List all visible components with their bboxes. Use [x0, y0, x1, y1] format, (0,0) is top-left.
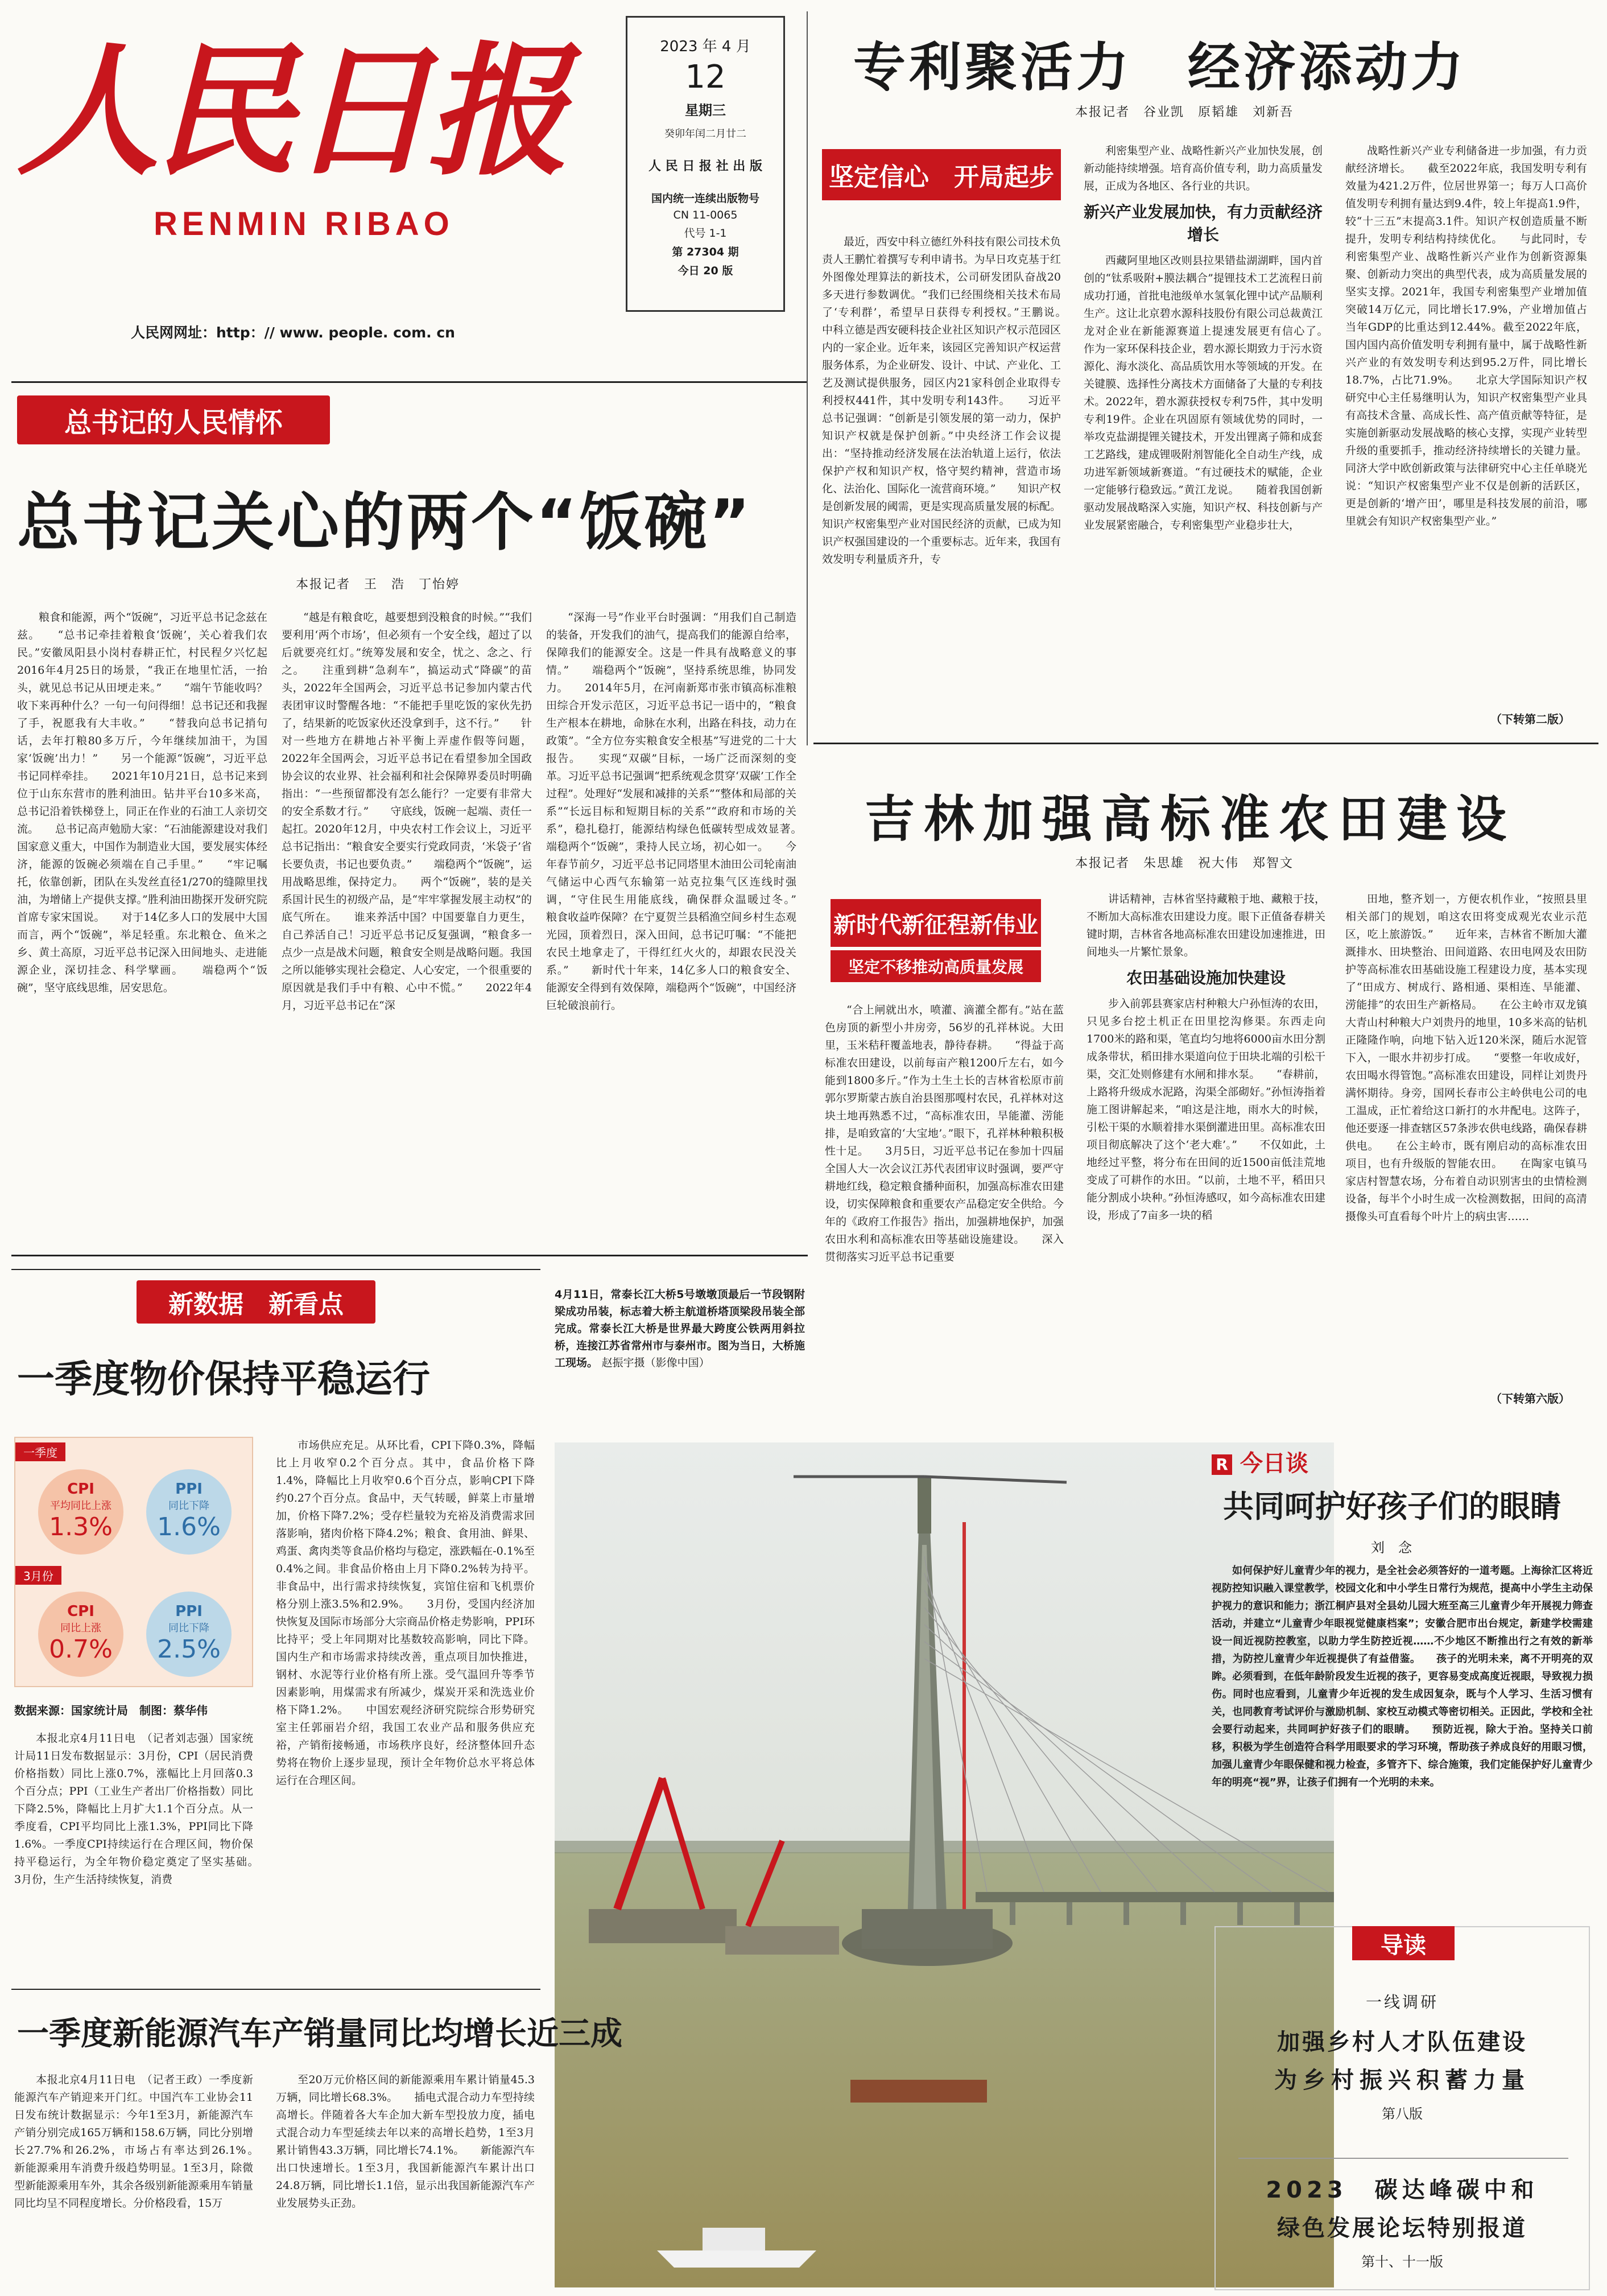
commentary-author: 刘 念: [1371, 1540, 1412, 1556]
q1-ppi: PPI 同比下降 1.6%: [146, 1469, 232, 1555]
feature-col-1: 粮食和能源，两个“饭碗”，习近平总书记念兹在兹。 “总书记牵挂着粮食‘饭碗’，关心着我们农民。”安徽凤阳县小岗村春耕正忙，村民程夕兴忆起2016年4月25日的场景，“我正在地里忙活，一抬头，就见总书记从田埂走来。” “端午节能收吗？收下来再种什么？一句一句问得细！总书记还和我握了手，祝愿我有大丰收。” “替我向总书记捎句话，去年打粮80多万斤，今年继续加油干，为国家‘饭碗’出力！” 另一个能源“饭碗”，习近平总书记同样牵挂。 2021年10月21日，总书记来到位于山东东营市的胜利油田。钻井平台10多米高，总书记沿着铁梯登上，同正在作业的石油工人亲切交流。 总书记高声勉励大家：“石油能源建设对我们国家意义重大，中国作为制造业大国，要发展实体经济，能源的饭碗必须端在自己手里。” “牢记嘱托，依靠创新，团队在头发丝直径1/270的缝隙里找油，为增储上产提供支撑。”胜利油田勘探开发研究院首席专家宋国说。 对于14亿多人口的发展中大国而言，两个“饭碗”，举足轻重。东北粮仓、鱼米之乡、黄土高原，习近平总书记深入田间地头、走进能源企业，深切挂念、科学擘画。 端稳两个“饭碗”，坚守底线思维，居安思危。: [17, 611, 267, 994]
logo-text: 人民日报: [17, 27, 563, 195]
farmland-continued[interactable]: （下转第六版）: [1490, 1392, 1570, 1405]
issue-number: 第 27304 期: [672, 246, 739, 258]
farmland-tag-main: 新时代新征程新伟业: [831, 899, 1041, 947]
nev-col-2: 至20万元价格区间的新能源乘用车累计销量45.3万辆，同比增长68.3%。 插电式混合动力车型持续高增长。伴随着各大车企加大新车型投放力度，插电式混合动力车型延续去年以来的高增长趋势，1至3月累计销售43.3万辆，同比增长74.1%。 新能源汽车出口快速增长。1至3月，我国新能源汽车累计出口24.8万辆，同比增长1.1倍，显示出我国新能源汽车产业发展势头正劲。: [276, 2074, 535, 2210]
prices-kicker: 新数据 新看点: [137, 1280, 375, 1324]
farmland-headline[interactable]: 吉林加强高标准农田建设: [865, 790, 1516, 848]
photo-credit: 赵振宇摄（影像中国）: [601, 1357, 710, 1369]
guide-box: [1214, 1926, 1590, 2290]
rule-top-right: [813, 743, 1598, 744]
date-lunar: 癸卯年闰二月廿二: [664, 128, 746, 140]
feature-byline: 本报记者 王 浩 丁怡婷: [296, 578, 460, 592]
top-tag: 坚定信心 开局起步: [822, 149, 1061, 200]
top-col-2: 利密集型产业、战略性新兴产业加快发展，创新动能持续增强。培育高价值专利，助力高质量发展，正成为各地区、各行业的共识。 新兴产业发展加快，有力贡献经济增长 西藏阿里地区改则县拉果错盐湖湖畔，国内首创的“钛系吸附+膜法耦合”提锂技术工艺流程日前成功打通，首批电池级单水氢氧化锂中试产品顺利生产。这让北京碧水源科技股份有限公司总裁黄江龙对企业在新能源赛道上提速发展更有信心了。 作为一家环保科技企业，碧水源长期致力于污水资源化、海水淡化、高品质饮用水等领域的开发。在关键膜、选择性分离技术方面储备了大量的专利技术。2022年，碧水源获授权专利75件，其中发明专利19件。企业在巩固原有领域优势的同时，一举攻克盐湖提锂关键技术，开发出锂离子筛和成套工艺路线，建成锂吸附剂智能化全自动生产线，成功进军新领域新赛道。“有过硬技术的赋能，企业一定能够行稳致远。”黄江龙说。 随着我国创新驱动发展战略深入实施，知识产权、科技创新与产业发展紧密融合，专利密集型产业稳步壮大，: [1084, 145, 1345, 531]
q1-label: 一季度: [15, 1442, 65, 1461]
prices-source: 数据来源：国家统计局 制图：蔡华伟: [14, 1704, 208, 1717]
feature-headline[interactable]: 总书记关心的两个“饭碗”: [17, 486, 753, 559]
top-col-1: 最近，西安中科立德红外科技有限公司技术负责人王鹏忙着撰写专利申请书。为早日攻克基于红外图像处理算法的新技术，公司研发团队奋战20多天进行参数调优。“我们已经围绕相关技术布局了‘专利群’，希望早日获得专利授权。”王鹏说。 中科立德是西安硬科技企业社区知识产权示范园区内的一家企业。近年来，该园区完善知识产权运营服务体系，为企业研发、设计、中试、产业化、工艺及测试提供服务，园区内21家科创企业取得专利授权441件，其中发明专利143件。 习近平总书记强调：“创新是引领发展的第一动力，保护知识产权就是保护创新。”中央经济工作会议提出：“坚持推动经济发展在法治轨道上运行，依法保护产权和知识产权，恪守契约精神，营造市场化、法治化、国际化一流营商环境。” 知识产权是创新发展的阈需，更是实现高质量发展的标配。知识产权密集型产业对国民经济的贡献，已成为知识产权强国建设的一个重要标志。近年来，我国有效发明专利量质齐升，专: [822, 236, 1083, 566]
mar-ppi: PPI 同比下降 2.5%: [146, 1592, 232, 1677]
serial-label: 国内统一连续出版物号: [651, 192, 759, 205]
prices-headline[interactable]: 一季度物价保持平稳运行: [17, 1357, 430, 1401]
commentary-headline[interactable]: 共同呵护好孩子们的眼睛: [1223, 1489, 1561, 1524]
nev-headline[interactable]: 一季度新能源汽车产销量同比均增长近三成: [17, 2015, 622, 2052]
page-count: 今日 20 版: [677, 265, 733, 277]
date-box: [626, 16, 785, 312]
rule-prices-top: [11, 1269, 540, 1270]
guide-item-2-line2: 绿色发展论坛特别报道: [1277, 2215, 1527, 2241]
logo-pinyin: RENMIN RIBAO: [154, 205, 454, 242]
price-infographic: [14, 1437, 253, 1687]
q1-cpi: CPI 平均同比上涨 1.3%: [38, 1469, 123, 1555]
top-byline: 本报记者 谷业凯 原韬雄 刘新吾: [1075, 105, 1294, 119]
guide-divider: [1238, 2158, 1568, 2159]
guide-item-2-line1: 2023 碳达峰碳中和: [1266, 2177, 1539, 2203]
guide-item-1-page: 第八版: [1382, 2106, 1423, 2122]
prices-col-2: 市场供应充足。从环比看，CPI下降0.3%，降幅比上月收窄0.2个百分点。其中，食品价格下降1.4%，降幅比上月收窄0.6个百分点，影响CPI下降约0.27个百分点。食品中，天气转暖，鲜菜上市量增加，价格下降7.2%；受存栏量较为充裕及消费需求回落影响，猪肉价格下降4.2%；粮食、食用油、鲜果、鸡蛋、禽肉类等食品价格均与稳定，涨跌幅在-0.1%至0.4%之间。非食品价格由上月下降0.2%转为持平。非食品中，出行需求持续恢复，宾馆住宿和飞机票价格分别上涨3.5%和2.9%。 3月份，受国内经济加快恢复及国际市场部分大宗商品价格走势影响，PPI环比持平；受上年同期对比基数较高影响，同比下降。国内生产和市场需求持续改善，重点项目加快推进，钢材、水泥等行业价格有所上涨。受气温回升等季节因素影响，用煤需求有所减少，煤炭开采和洗选业价格下降1.2%。 中国宏观经济研究院综合形势研究室主任郭丽岩介绍，我国工农业产品和服务供应充裕，产销衔接畅通，市场秩序良好，经济整体回升态势将在物价上逐步显现，预计全年物价总水平将总体运行在合理区间。: [276, 1439, 535, 1787]
rule-feature-bottom: [11, 1255, 808, 1256]
commentary-r-icon: R: [1212, 1454, 1232, 1475]
rule-nev-top: [11, 1989, 540, 1990]
commentary-tag-label: 今日谈: [1240, 1450, 1308, 1477]
nev-col-1: 本报北京4月11日电 （记者王政）一季度新能源汽车产销迎来开门红。中国汽车工业协会11日发布统计数据显示：今年1至3月，新能源汽车产销分别完成165万辆和158.6万辆，同比分别增长27.7%和26.2%，市场占有率达到26.1%。 新能源乘用车消费升级趋势明显。1至3月，除微型新能源乘用车外，其余各级别新能源乘用车销量同比均呈不同程度增长。分价格段看，15万: [14, 2074, 275, 2210]
guide-item-1-line2: 为乡村振兴积蓄力量: [1274, 2067, 1530, 2093]
feature-col-2: “越是有粮食吃，越要想到没粮食的时候。”“我们要利用‘两个市场’，但必须有一个安全线，超过了以后就要亮红灯。”统筹发展和安全，忧之、念之、行之。 注重到耕“急刹车”，搞运动式“降碳”的苗头，2022年全国两会，习近平总书记参加内蒙古代表团审议时警醒各地：“不能把手里吃饭的家伙先扔了，结果新的吃饭家伙还没拿到手，这不行。” 针对一些地方在耕地占补平衡上弄虚作假等问题，2022年全国两会，习近平总书记在看望参加全国政协会议的农业界、社会福利和社会保障界委员时明确指出：“一些预留都没有怎么能行？一定要有非常大的安全系数才行。” 守底线，饭碗一起端、责任一起扛。2020年12月，中央农村工作会议上，习近平总书记指出：“粮食安全要实行党政同责，‘米袋子’省长要负责，书记也要负责。” 端稳两个“饭碗”，运用战略思维，保持定力。 两个“饭碗”，装的是关系国计民生的初级产品，是“牢牢掌握发展主动权”的底气所在。 谁来养活中国？中国要靠自力更生，自己养活自己！习近平总书记反复强调，“粮食多一点少一点是战术问题，粮食安全则是战略问题。我国之所以能够实现社会稳定、人心安定，一个很重要的原因就是我们手中有粮、心中不慌。” 2022年4月，习近平总书记在“深: [282, 611, 532, 1012]
top-continued[interactable]: （下转第二版）: [1490, 712, 1570, 726]
guide-item-2[interactable]: [1216, 2172, 1589, 2270]
rule-masthead-left: [11, 381, 808, 383]
mar-label: 3月份: [15, 1566, 61, 1585]
commentary-body: 如何保护好儿童青少年的视力，是全社会必须答好的一道考题。上海徐汇区将近视防控知识融入课堂教学，校园文化和中小学生日常行为规范，提高中小学生主动保护视力的意识和能力；浙江桐庐县对全县幼儿园大班至高三儿童青少年开展视力筛查活动，并建立“儿童青少年眼视觉健康档案”；安徽合肥市出台规定，新建学校需建设一间近视防控教室，以助力学生防控近视……不少地区不断推出行之有效的新举措，为防控儿童青少年近视提供了有益借鉴。 孩子的光明未来，离不开明亮的双眸。必须看到，在低年龄阶段发生近视的孩子，更容易变成高度近视眼，导致视力损伤。同时也应看到，儿童青少年近视的发生成因复杂，既与个人学习、生活习惯有关，也同教育考试评价与激励机制、家校互动模式等密切相关。正因此，学校和全社会要行动起来，共同呵护好孩子们的眼睛。 预防近视，除大于治。坚持关口前移，积极为学生创造符合科学用眼要求的学习环境，帮助孩子养成良好的用眼习惯，加强儿童青少年眼保健和视力检查，多管齐下、综合施策，我们定能保护好儿童青少年的明亮“视”界，让孩子们拥有一个光明的未来。: [1212, 1565, 1593, 1788]
serial-cn: CN 11-0065: [673, 209, 738, 221]
feature-kicker: 总书记的人民情怀: [17, 395, 330, 444]
photo-caption: 4月11日，常泰长江大桥5号墩墩顶最后一节段钢附梁成功吊装，标志着大桥主航道桥塔顶梁段吊装全部完成。常泰长江大桥是世界最大跨度公铁两用斜拉桥，连接江苏省常州市与泰州市。图为当日，大桥施工现场。: [555, 1288, 805, 1369]
farmland-tag-sub: 坚定不移推动高质量发展: [831, 950, 1041, 982]
guide-item-1-line1: 加强乡村人才队伍建设: [1277, 2029, 1527, 2055]
website-line[interactable]: 人民网网址：http：// www. people. com. cn: [131, 324, 455, 341]
farmland-byline: 本报记者 朱思雄 祝大伟 郑智文: [1075, 856, 1294, 871]
farmland-col-1: “合上闸就出水，喷灌、滴灌全都有。”站在蓝色房顶的新型小井房旁，56岁的孔祥林说。大田里，玉米秸秆覆盖地表，静待春耕。 “得益于高标准农田建设，以前每亩产粮1200斤左右，如今能到1800多斤。”作为土生土长的吉林省松原市前郭尔罗斯蒙古族自治县图那嘎村农民，孔祥林对这块土地再熟悉不过，“高标准农田，旱能灌、涝能排，是咱致富的‘大宝地’。”眼下，孔祥林种粮积极性十足。 3月5日，习近平总书记在参加十四届全国人大一次会议江苏代表团审议时强调，要严守耕地红线，稳定粮食播种面积，加强高标准农田建设，切实保障粮食和重要农产品稳定安全供给。今年的《政府工作报告》指出，加强耕地保护，加强农田水利和高标准农田等基础设施建设。 深入贯彻落实习近平总书记重要: [825, 1004, 1064, 1263]
farmland-tag: [825, 899, 1047, 990]
commentary-tag: [1212, 1445, 1308, 1478]
publisher: 人 民 日 报 社 出 版: [648, 159, 762, 174]
rule-vertical-center: [807, 11, 808, 745]
photo-caption-box: [555, 1286, 805, 1451]
top-col-3: 战略性新兴产业专利储备进一步加强，有力贡献经济增长。 截至2022年底，我国发明专利有效量为421.2万件，位居世界第一；每万人口高价值发明专利拥有量达到9.4件，较上年提高1.9件，较“十三五”末提高3.1件。知识产权创造质量不断提升，发明专利结构持续优化。 与此同时，专利密集型产业、战略性新兴产业作为创新资源集聚、创新动力突出的典型代表，成为高质量发展的坚实支撑。2021年，我国专利密集型产业增加值突破14万亿元，同比增长17.9%，产业增加值占当年GDP的比重达到12.44%。截至2022年底，国内国内高价值发明专利拥有量中，属于战略性新兴产业的有效发明专利达到95.2万件，同比增长18.7%，占比71.9%。 北京大学国际知识产权研究中心主任易继明认为，知识产权密集型产业具有高技术含量、高成长性、高产值贡献等特征，是实施创新驱动发展战略的核心支撑，实现产业转型升级的重要抓手，推动经济持续增长的关键力量。同济大学中欧创新政策与法律研究中心主任单晓光说：“知识产权密集型产业不仅是创新的活跃区，更是创新的‘增产田’，哪里是科技发展的前沿，哪里就会有知识产权密集型产业。”: [1345, 145, 1587, 527]
masthead-logo: [17, 17, 614, 256]
date-weekday: 星期三: [685, 102, 726, 118]
mar-cpi: CPI 同比上涨 0.7%: [38, 1592, 123, 1677]
date-year-month: 2023 年 4 月: [660, 38, 751, 55]
farmland-col-2: 讲话精神，吉林省坚持藏粮于地、藏粮于技，不断加大高标准农田建设力度。眼下正值备春耕关键时期，吉林省各地高标准农田建设加速推进，田间地头一片繁忙景象。 农田基础设施加快建设 步入前郭县赛家店村种粮大户孙恒涛的农田，只见多台挖土机正在田里挖沟修渠。东西走向1700米的路和渠，笔直均匀地将6000亩水田分割成条带状，稻田排水渠道向位于田块北端的引松干渠，交汇处则修建有水闸和排水泵。 “春耕前，上路将升级成水泥路，沟渠全部砌好。”孙恒涛指着施工图讲解起来，“咱这是注地，雨水大的时候，引松干渠的水顺着排水渠倒灌进田里。高标准农田项目彻底解决了这个‘老大难’。” 不仅如此，土地经过平整，将分布在田间的近1500亩低洼荒地变成了可耕作的水田。“以前，土地不平，稻田只能分割成小块种。”孙恒涛感叹，如今高标准农田建设，形成了7亩多一块的稻: [1087, 893, 1325, 1222]
guide-item-1-kicker: 一线调研: [1365, 1993, 1439, 2011]
guide-item-2-page: 第十、十一版: [1361, 2254, 1443, 2270]
guide-tag: 导读: [1352, 1926, 1455, 1960]
top-headline[interactable]: 专利聚活力 经济添动力: [853, 37, 1467, 98]
date-day: 12: [685, 59, 726, 96]
guide-item-1[interactable]: [1216, 1990, 1589, 2122]
farmland-col-3: 田地，整齐划一，方便农机作业，“按照县里相关部门的规划，咱这农田将变成观光农业示范区，吃上旅游饭。” 近年来，吉林省不断加大灌溉排水、田块整治、田间道路、农田电网及农田防护等高标准农田基础设施工程建设力度，基本实现了“田成方、树成行、路相通、渠相连、旱能灌、涝能排”的农田生产新格局。 在公主岭市双龙镇大青山村种粮大户刘贵丹的地里，10多米高的钻机正隆隆作响，向地下钻入近120米深，随后水泥管下入，一眼水井初步打成。 “要整一年收成好，农田喝水得管饱。”高标准农田建设，同样让刘贵丹满怀期待。身旁，国网长春市公主岭供电公司的电工温成，正忙着给这口新打的水井配电。这阵子，他还要逐一排查辖区57条涉农供电线路，确保春耕供电。 在公主岭市，既有刚启动的高标准农田项目，也有升级版的智能农田。 在陶家屯镇马家店村智慧农场，分布着自动识别害虫的虫情检测设备，每半个小时生成一次检测数据，田间的高清摄像头可直看每个叶片上的病虫害……: [1345, 893, 1587, 1223]
serial-code: 代号 1-1: [684, 227, 727, 240]
top-subhead: 新兴产业发展加快，有力贡献经济增长: [1084, 203, 1323, 244]
farmland-subhead: 农田基础设施加快建设: [1126, 968, 1286, 987]
feature-col-3: “深海一号”作业平台时强调：“用我们自己制造的装备，开发我们的油气，提高我们的能源自给率，保障我们的能源安全。这是一件具有战略意义的事情。” 端稳两个“饭碗”，坚持系统思维，协同发力。 2014年5月，在河南新郑市张市镇高标准粮田综合开发示范区，习近平总书记一语中的，“粮食生产根本在耕地，命脉在水利，出路在科技，动力在政策”。“全方位夯实粮食安全根基”写进党的二十大报告。 实现“双碳”目标，一场广泛而深刻的变革。习近平总书记强调“把系统观念贯穿‘双碳’工作全过程”。处理好“发展和减排的关系”“整体和局部的关系”“长远目标和短期目标的关系”“政府和市场的关系”，稳扎稳打，能源结构绿色低碳转型成效显著。 端稳两个“饭碗”，秉持人民立场，初心如一。 今年春节前夕，习近平总书记同塔里木油田公司轮南油气储运中心西气东输第一站克拉集气区连线时强调，“守住民生用能底线，确保群众温暖过冬。” 粮食收益咋保障？在宁夏贺兰县稻渔空间乡村生态观光园，顶着烈日，深入田间，总书记叮嘱：“不能把农民土地拿走了，干得红红火火的，却跟农民没关系。” 新时代十年来，14亿多人口的粮食安全、能源安全得到有效保障，端稳两个“饭碗”，中国经济巨轮破浪前行。: [546, 611, 819, 1012]
prices-col-1: 本报北京4月11日电 （记者刘志强）国家统计局11日发布数据显示：3月份，CPI（居民消费价格指数）同比上涨0.7%，涨幅比上月回落0.3个百分点；PPI（工业生产者出厂价格指数）同比下降2.5%，降幅比上月扩大1.1个百分点。从一季度看，CPI平均同比上涨1.3%，PPI同比下降1.6%。一季度CPI持续运行在合理区间，物价保持平稳运行，为全年物价稳定奠定了坚实基础。 3月份，生产生活持续恢复，消费: [14, 1732, 275, 1886]
